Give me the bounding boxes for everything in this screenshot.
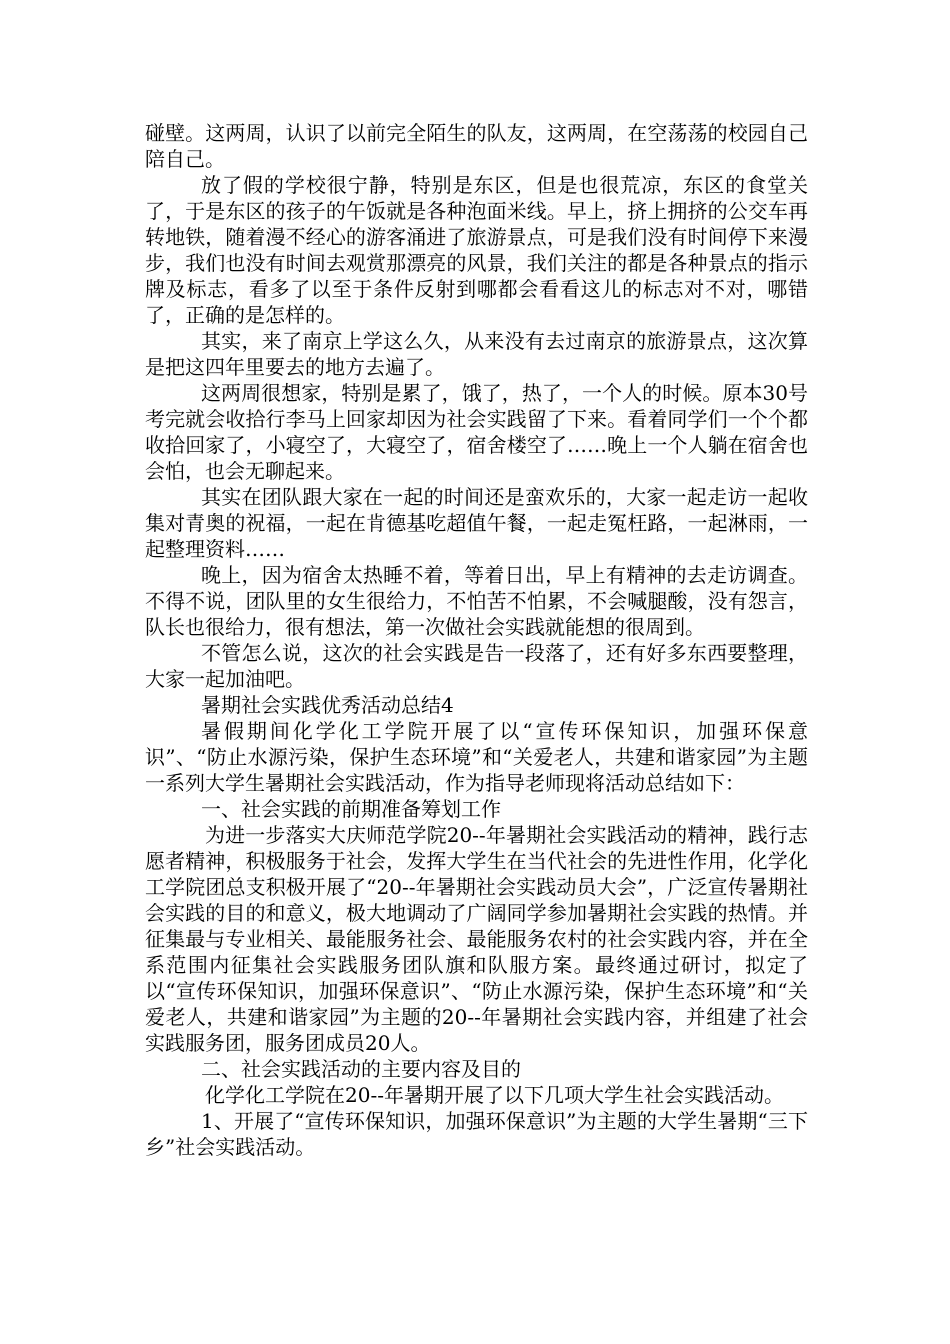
paragraph-continuation: 碰壁。这两周，认识了以前完全陌生的队友，这两周，在空荡荡的校园自己陪自己。 bbox=[145, 121, 808, 171]
paragraph: 暑假期间化学化工学院开展了以“宣传环保知识，加强环保意识”、“防止水源污染，保护生态环境”和“关爱老人，共建和谐家园”为主题一系列大学生暑期社会实践活动，作为指导老师现将活动总结如下： bbox=[145, 719, 808, 795]
paragraph: 这两周很想家，特别是累了，饿了，热了，一个人的时候。原本30号考完就会收拾行李马上回家却因为社会实践留了下来。看着同学们一个个都收拾回家了，小寝空了，大寝空了，宿舍楼空了……晚上一个人躺在宿舍也会怕，也会无聊起来。 bbox=[145, 381, 808, 483]
section-heading: 二、社会实践活动的主要内容及目的 bbox=[201, 1057, 521, 1081]
paragraph: 其实，来了南京上学这么久，从来没有去过南京的旅游景点，这次算是把这四年里要去的地方去遍了。 bbox=[145, 329, 808, 379]
paragraph: 1、开展了“宣传环保知识，加强环保意识”为主题的大学生暑期“三下乡”社会实践活动。 bbox=[145, 1109, 808, 1159]
paragraph: 不管怎么说，这次的社会实践是告一段落了，还有好多东西要整理，大家一起加油吧。 bbox=[145, 641, 808, 691]
section-heading: 一、社会实践的前期准备筹划工作 bbox=[201, 797, 501, 821]
paragraph: 为进一步落实大庆师范学院20--年暑期社会实践活动的精神，践行志愿者精神，积极服务于社会，发挥大学生在当代社会的先进性作用，化学化工学院团总支积极开展了“20--年暑期社会实践动员大会”，广泛宣传暑期社会实践的目的和意义，极大地调动了广阔同学参加暑期社会实践的热情。并征集最与专业相关、最能服务社会、最能服务农村的社会实践内容，并在全系范围内征集社会实践服务团队旗和队服方案。最终通过研讨，拟定了以“宣传环保知识，加强环保意识”、“防止水源污染，保护生态环境”和“关爱老人，共建和谐家园”为主题的20--年暑期社会实践内容，并组建了社会实践服务团，服务团成员20人。 bbox=[145, 823, 808, 1055]
paragraph: 化学化工学院在20--年暑期开展了以下几项大学生社会实践活动。 bbox=[205, 1083, 784, 1107]
paragraph: 其实在团队跟大家在一起的时间还是蛮欢乐的，大家一起走访一起收集对青奥的祝福，一起在肯德基吃超值午餐，一起走冤枉路，一起淋雨，一起整理资料…… bbox=[145, 485, 808, 561]
section-title: 暑期社会实践优秀活动总结4 bbox=[201, 693, 454, 717]
paragraph: 放了假的学校很宁静，特别是东区，但是也很荒凉，东区的食堂关了，于是东区的孩子的午饭就是各种泡面米线。早上，挤上拥挤的公交车再转地铁，随着漫不经心的游客涌进了旅游景点，可是我们没有时间停下来漫步，我们也没有时间去观赏那漂亮的风景，我们关注的都是各种景点的指示牌及标志，看多了以至于条件反射到哪都会看看这儿的标志对不对，哪错了，正确的是怎样的。 bbox=[145, 173, 808, 327]
paragraph: 晚上，因为宿舍太热睡不着，等着日出，早上有精神的去走访调查。不得不说，团队里的女生很给力，不怕苦不怕累，不会喊腿酸，没有怨言，队长也很给力，很有想法，第一次做社会实践就能想的很周到。 bbox=[145, 563, 808, 639]
document-body bbox=[145, 120, 808, 1160]
